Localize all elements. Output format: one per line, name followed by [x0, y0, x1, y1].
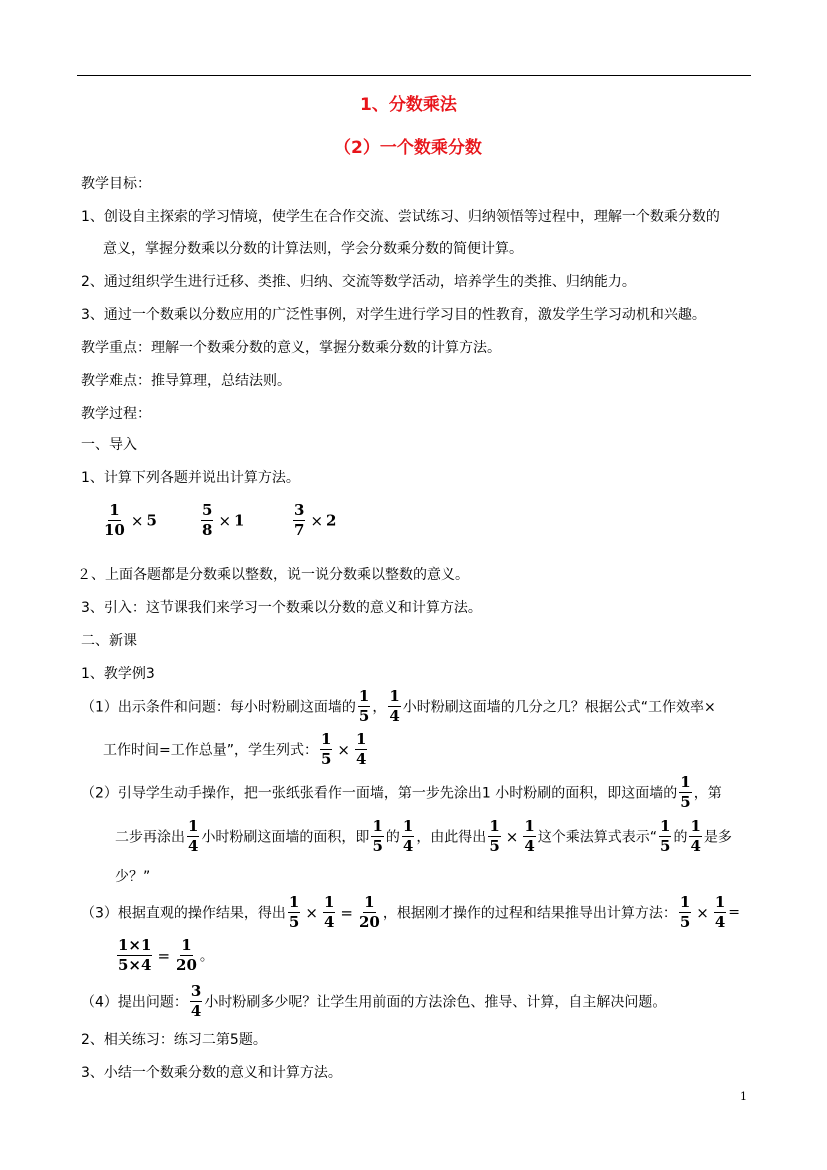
- fraction: $\frac{1}{4}$: [356, 730, 367, 768]
- exercise-1: $\frac{1}{10}$ × 5: [104, 501, 157, 539]
- page-subtitle: （2）一个数乘分数: [334, 138, 482, 158]
- step-4: （4）提出问题： $\frac{3}{4}$ 小时粉刷多少呢？让学生用前面的方法涂色、推导、计算，自主解决问题。: [81, 982, 667, 1020]
- summary: 3、小结一个数乘分数的意义和计算方法。: [81, 1065, 342, 1081]
- fraction: $\frac{1}{20}$: [358, 893, 380, 931]
- step-3-line-1: （3）根据直观的操作结果，得出 $\frac{1}{5}$ × $\frac{1}{4}$ = $\frac{1}{20}$ ，根据刚才操作的过程和结果推导出计算方法： $\frac{1}{5}$ × $\frac{1}{4}$ =: [81, 893, 741, 931]
- objectives-heading: 教学目标：: [81, 176, 151, 192]
- section-1-question-3: 3、引入：这节课我们来学习一个数乘以分数的意义和计算方法。: [81, 600, 482, 616]
- fraction: $\frac{1}{4}$: [690, 817, 701, 855]
- fraction: $\frac{1}{10}$: [104, 501, 125, 539]
- example-heading: 1、教学例3: [81, 666, 155, 682]
- practice: 2、相关练习：练习二第5题。: [81, 1032, 267, 1048]
- fraction: $\frac{1}{20}$: [176, 936, 197, 974]
- fraction: $\frac{1}{4}$: [323, 893, 335, 931]
- fraction: $\frac{1}{5}$: [358, 687, 370, 725]
- fraction: $\frac{1}{4}$: [714, 893, 726, 931]
- page-number: 1: [740, 1090, 747, 1103]
- difficulty: 教学难点：推导算理，总结法则。: [81, 373, 291, 389]
- key-point: 教学重点：理解一个数乘分数的意义，掌握分数乘分数的计算方法。: [81, 340, 501, 356]
- step-2-line-2: 二步再涂出 $\frac{1}{4}$ 小时粉刷这面墙的面积，即 $\frac{1}{5}$ 的 $\frac{1}{4}$ ，由此得出 $\frac{1}{5}$ × $\frac{1}{4}$ 这个乘法算式表示“ $\frac{1}{5}$ 的 $\frac{1}{4}$ 是多: [115, 817, 732, 855]
- step-2-line-1: （2）引导学生动手操作，把一张纸张看作一面墙，第一步先涂出1 小时粉刷的面积，即这面墙的 $\frac{1}{5}$ ，第: [81, 773, 722, 811]
- fraction: $\frac{1\times 1}{5\times 4}$: [118, 936, 152, 974]
- objective-2: 2、通过组织学生进行迁移、类推、归纳、交流等数学活动，培养学生的类推、归纳能力。: [81, 274, 636, 290]
- exercise-3: $\frac{3}{7}$ × 2: [294, 501, 337, 539]
- fraction: $\frac{1}{4}$: [188, 817, 199, 855]
- section-1-question-1: 1、计算下列各题并说出计算方法。: [81, 470, 300, 486]
- fraction: $\frac{1}{5}$: [489, 817, 500, 855]
- step-2-line-3: 少？”: [115, 869, 151, 885]
- step-1-line-1: （1）出示条件和问题：每小时粉刷这面墙的 $\frac{1}{5}$ ， $\frac{1}{4}$ 小时粉刷这面墙的几分之几？根据公式“工作效率×: [81, 687, 716, 725]
- section-1-heading: 一、导入: [81, 437, 137, 453]
- step-1-line-2: 工作时间=工作总量”，学生列式： $\frac{1}{5}$ × $\frac{1}{4}$: [103, 730, 367, 768]
- objective-1-line-1: 1、创设自主探索的学习情境，使学生在合作交流、尝试练习、归纳领悟等过程中，理解一个数乘分数的: [81, 209, 720, 225]
- fraction: $\frac{1}{5}$: [320, 730, 332, 768]
- page-title: 1、分数乘法: [360, 95, 457, 115]
- process-heading: 教学过程：: [81, 406, 151, 422]
- fraction: $\frac{1}{4}$: [524, 817, 535, 855]
- exercise-2: $\frac{5}{8}$ × 1: [202, 501, 245, 539]
- fraction: $\frac{3}{4}$: [190, 982, 202, 1020]
- section-2-heading: 二、新课: [81, 633, 137, 649]
- section-1-question-2: ２、上面各题都是分数乘以整数，说一说分数乘以整数的意义。: [77, 567, 469, 583]
- fraction: $\frac{1}{5}$: [372, 817, 383, 855]
- fraction: $\frac{5}{8}$: [202, 501, 213, 539]
- fraction: $\frac{1}{5}$: [660, 817, 671, 855]
- fraction: $\frac{1}{5}$: [679, 893, 691, 931]
- fraction: $\frac{1}{4}$: [402, 817, 414, 855]
- objective-1-line-2: 意义，掌握分数乘以分数的计算法则，学会分数乘分数的简便计算。: [103, 241, 523, 257]
- header-rule: [77, 75, 751, 76]
- fraction: $\frac{1}{5}$: [288, 893, 300, 931]
- fraction: $\frac{3}{7}$: [294, 501, 305, 539]
- objective-3: 3、通过一个数乘以分数应用的广泛性事例，对学生进行学习目的性教育，激发学生学习动机和兴趣。: [81, 307, 706, 323]
- fraction: $\frac{1}{5}$: [680, 773, 691, 811]
- fraction: $\frac{1}{4}$: [389, 687, 400, 725]
- step-3-line-2: $\frac{1\times 1}{5\times 4}$ = $\frac{1}{20}$ 。: [118, 936, 214, 974]
